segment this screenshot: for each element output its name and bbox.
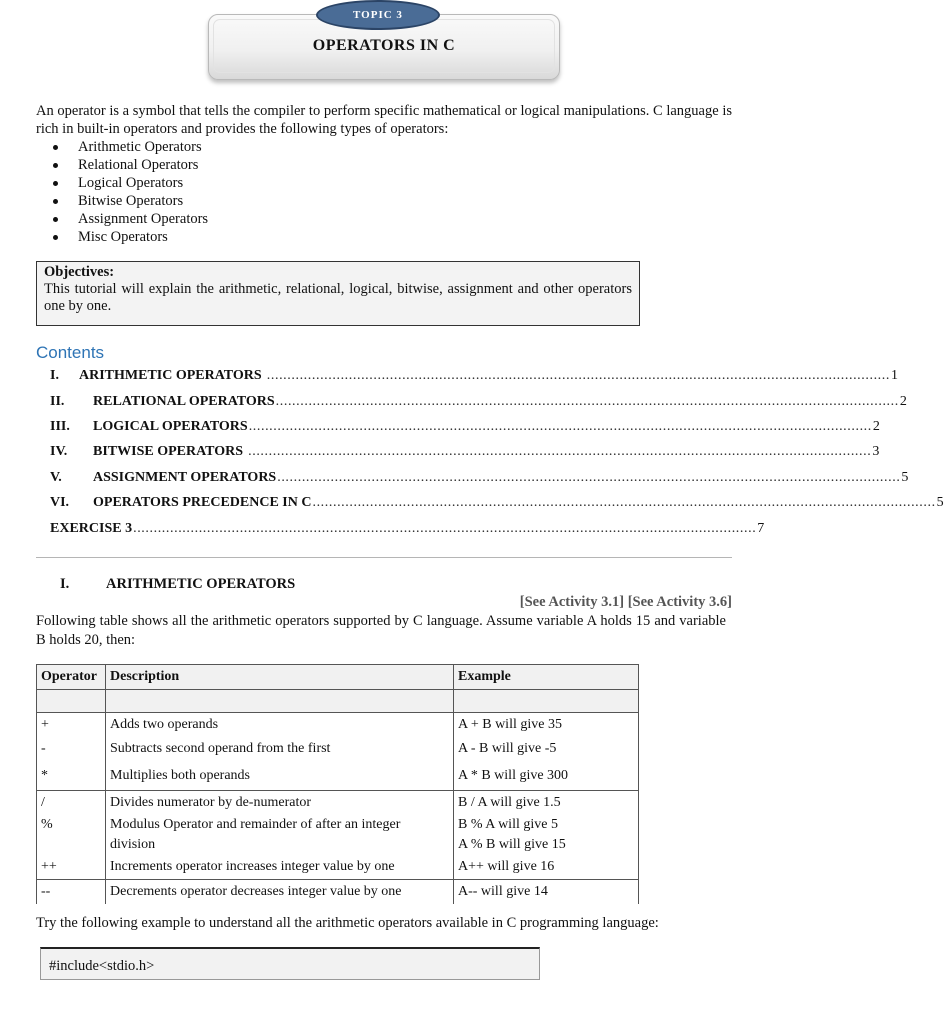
- example-cell: A + B will give 35: [458, 717, 562, 732]
- toc-page: 1: [891, 368, 898, 383]
- toc-leader: ........................................................................................................................................................: [277, 470, 901, 485]
- toc-title: OPERATORS PRECEDENCE IN C: [93, 495, 312, 510]
- table-intro-text: Following table shows all the arithmetic operators supported by C language. Assume variable A holds 15 and variable B holds 20, then:: [36, 613, 726, 648]
- objectives-heading: Objectives:: [44, 264, 115, 280]
- section-number: I.: [60, 576, 70, 592]
- toc-title: EXERCISE 3: [50, 521, 133, 536]
- toc-entry-assignment[interactable]: [50, 469, 909, 487]
- toc-leader: ........................................................................................................................................................: [275, 394, 899, 409]
- toc-title: ARITHMETIC OPERATORS: [79, 368, 262, 383]
- list-item: Assignment Operators: [36, 210, 208, 228]
- section-divider: [36, 557, 732, 558]
- toc-page: 2: [872, 419, 880, 434]
- toc-leader: ........................................................................................................................................................: [133, 521, 757, 536]
- list-item: Arithmetic Operators: [36, 138, 208, 156]
- page-title: OPERATORS IN C: [312, 37, 456, 54]
- toc-leader: ........................................................................................................................................................: [244, 444, 872, 459]
- example-cell: A++ will give 16: [458, 859, 555, 874]
- toc-entry-logical[interactable]: [50, 418, 880, 436]
- toc-page: 5: [901, 470, 909, 485]
- toc-entry-precedence[interactable]: [50, 494, 944, 512]
- column-header-example: Example: [454, 665, 639, 690]
- column-header-description: Description: [106, 665, 454, 690]
- toc-leader: ........................................................................................................................................................: [248, 419, 872, 434]
- description-cell: division: [110, 837, 156, 852]
- toc-title: RELATIONAL OPERATORS: [93, 394, 275, 409]
- toc-number: II.: [50, 394, 65, 409]
- toc-number: III.: [50, 419, 70, 434]
- toc-number: VI.: [50, 495, 70, 510]
- operator-cell: +: [41, 717, 49, 732]
- example-intro-text: Try the following example to understand all the arithmetic operators available in C programming language:: [36, 915, 659, 931]
- toc-entry-arithmetic[interactable]: [50, 367, 898, 385]
- code-line: #include<stdio.h>: [49, 958, 155, 974]
- toc-page: 5: [936, 495, 944, 510]
- list-item: Bitwise Operators: [36, 192, 208, 210]
- toc-number: V.: [50, 470, 62, 485]
- table-row: [37, 880, 639, 905]
- section-title: ARITHMETIC OPERATORS: [106, 576, 296, 592]
- description-cell: Decrements operator decreases integer value by one: [110, 884, 402, 899]
- intro-paragraph: An operator is a symbol that tells the compiler to perform specific mathematical or logical manipulations. C language is rich in built-in operators and provides the following types of operators:: [36, 103, 732, 137]
- operator-types-list: [36, 138, 208, 246]
- column-header-operator: Operator: [37, 665, 106, 690]
- example-cell: A % B will give 15: [458, 837, 566, 852]
- section-heading: [60, 576, 295, 593]
- objectives-text: This tutorial will explain the arithmetic, relational, logical, bitwise, assignment and other operators one by one.: [44, 281, 632, 314]
- description-cell: Modulus Operator and remainder of after an integer: [110, 817, 401, 832]
- toc-title: LOGICAL OPERATORS: [93, 419, 248, 434]
- toc-page: 7: [757, 521, 765, 536]
- operator-cell: -: [41, 741, 46, 756]
- toc-page: 3: [872, 444, 880, 459]
- toc-leader: ........................................................................................................................................................: [262, 368, 890, 383]
- table-row: [37, 713, 639, 791]
- description-cell: Increments operator increases integer value by one: [110, 859, 395, 874]
- toc-leader: ........................................................................................................................................................: [312, 495, 936, 510]
- topic-badge: TOPIC 3: [316, 0, 440, 30]
- arithmetic-operators-table: [36, 664, 639, 904]
- toc-page: 2: [899, 394, 907, 409]
- toc-number: I.: [50, 368, 59, 383]
- description-cell: Adds two operands: [110, 717, 219, 732]
- description-cell: Multiplies both operands: [110, 768, 250, 783]
- description-cell: Subtracts second operand from the first: [110, 741, 331, 756]
- operator-cell: *: [41, 768, 48, 783]
- operator-cell: ++: [41, 859, 57, 874]
- list-item: Logical Operators: [36, 174, 208, 192]
- code-block: [40, 947, 540, 980]
- list-item: Misc Operators: [36, 228, 208, 246]
- operator-cell: --: [41, 884, 51, 899]
- example-cell: A - B will give -5: [458, 741, 557, 756]
- table-row: [37, 791, 639, 880]
- toc-entry-exercise[interactable]: [50, 520, 765, 538]
- see-activity-links[interactable]: [See Activity 3.1] [See Activity 3.6]: [519, 594, 732, 610]
- list-item: Relational Operators: [36, 156, 208, 174]
- table-row: [37, 690, 639, 713]
- toc-entry-relational[interactable]: [50, 393, 907, 411]
- toc-title: BITWISE OPERATORS: [93, 444, 244, 459]
- example-cell: A-- will give 14: [458, 884, 548, 899]
- toc-entry-bitwise[interactable]: [50, 443, 880, 461]
- toc-number: IV.: [50, 444, 68, 459]
- example-cell: B % A will give 5: [458, 817, 558, 832]
- example-cell: A * B will give 300: [458, 768, 569, 783]
- operator-cell: [41, 835, 101, 855]
- operator-cell: /: [41, 795, 45, 810]
- operator-cell: %: [41, 817, 53, 832]
- objectives-box: [36, 261, 640, 326]
- toc-title: ASSIGNMENT OPERATORS: [93, 470, 277, 485]
- description-cell: Divides numerator by de-numerator: [110, 795, 311, 810]
- contents-heading: Contents: [36, 343, 105, 362]
- example-cell: B / A will give 1.5: [458, 795, 561, 810]
